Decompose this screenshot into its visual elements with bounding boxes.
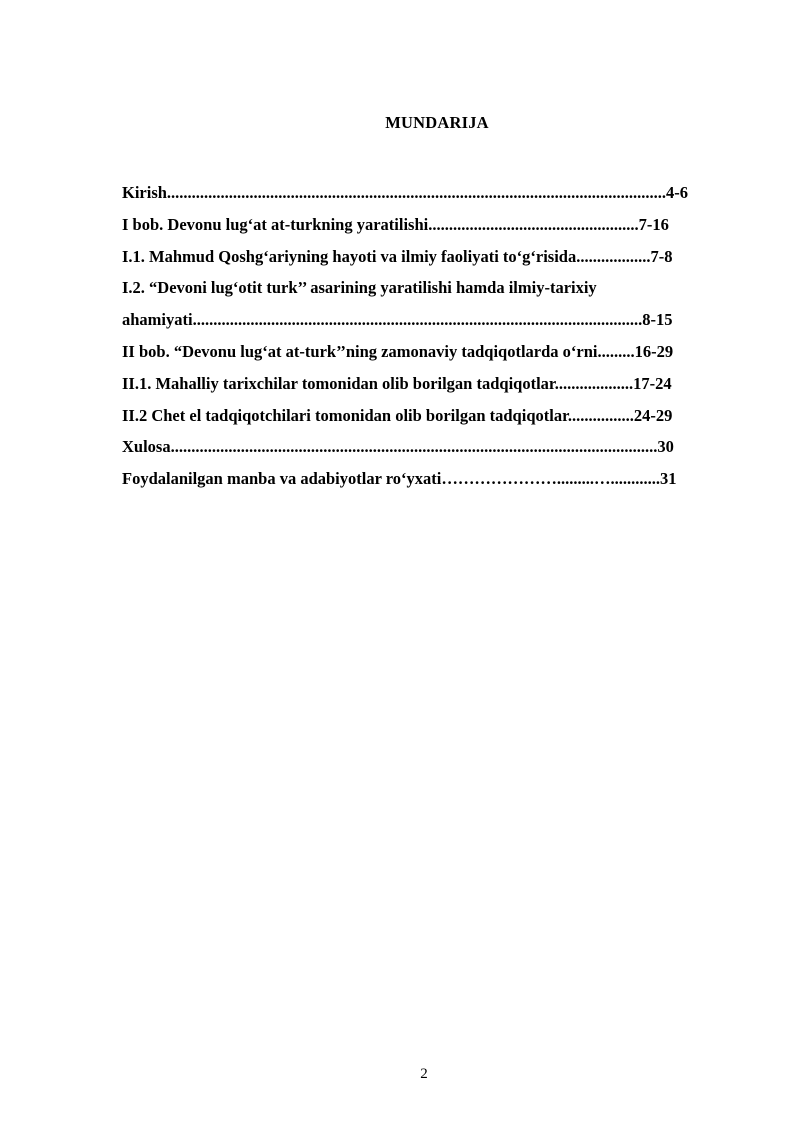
toc-entry-section-1-2-cont: ahamiyati.............................................................................................................8-15: [122, 310, 673, 330]
toc-entry-bibliography: Foydalanilgan manba va adabiyotlar ro‘yxati………………….........…............31: [122, 469, 677, 489]
page-title: MUNDARIJA: [385, 113, 489, 132]
table-of-contents: [122, 177, 752, 495]
page-number: 2: [420, 1066, 428, 1082]
toc-entry-section-1-1: I.1. Mahmud Qoshg‘ariyning hayoti va ilmiy faoliyati to‘g‘risida..................7-8: [122, 246, 673, 266]
toc-entry-section-2-2: II.2 Chet el tadqiqotchilari tomonidan olib borilgan tadqiqotlar................24-29: [122, 405, 673, 425]
toc-entry-chapter-1: I bob. Devonu lug‘at at-turkning yaratilishi...................................................7-16: [122, 214, 669, 234]
toc-entry-section-2-1: II.1. Mahalliy tarixchilar tomonidan olib borilgan tadqiqotlar...................17-24: [122, 373, 672, 393]
toc-entry-chapter-2: II bob. “Devonu lug‘at at-turk’’ning zamonaviy tadqiqotlarda o‘rni.........16-29: [122, 341, 674, 361]
toc-entry-section-1-2: I.2. “Devoni lug‘otit turk’’ asarining yaratilishi hamda ilmiy-tarixiy: [122, 278, 597, 298]
toc-entry-xulosa: Xulosa......................................................................................................................30: [122, 437, 674, 457]
toc-entry-kirish: Kirish.........................................................................................................................4-6: [122, 183, 689, 202]
